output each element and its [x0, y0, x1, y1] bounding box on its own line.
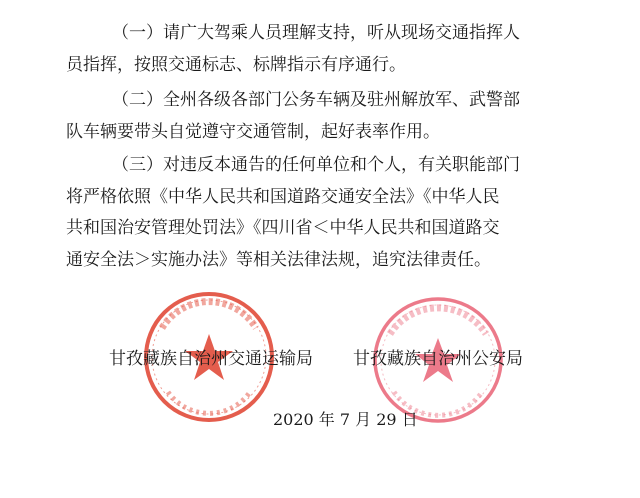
issue-date: 2020 年 7 月 29 日 — [273, 410, 418, 429]
notice-line: （一）请广大驾乘人员理解支持，听从现场交通指挥人 — [112, 23, 520, 43]
notice-item-3 — [66, 150, 586, 276]
notice-line: 共和国治安管理处罚法》《四川省＜中华人民共和国道路交 — [66, 218, 500, 238]
signature-public-security-bureau: 甘孜藏族自治州公安局 — [353, 349, 523, 369]
signature-transport-bureau: 甘孜藏族自治州交通运输局 — [109, 349, 313, 369]
notice-line: 员指挥，按照交通标志、标牌指示有序通行。 — [66, 54, 406, 75]
notice-line: 通安全法＞实施办法》等相关法律法规，追究法律责任。 — [66, 249, 491, 270]
notice-item-1 — [66, 18, 586, 81]
notice-line: （二）全州各级各部门公务车辆及驻州解放军、武警部 — [112, 90, 520, 110]
notice-line: （三）对违反本通告的任何单位和个人，有关职能部门 — [112, 155, 520, 175]
notice-line: 将严格依照《中华人民共和国道路交通安全法》《中华人民 — [66, 186, 500, 207]
notice-item-2 — [66, 85, 586, 148]
notice-line: 队车辆要带头自觉遵守交通管制，起好表率作用。 — [66, 121, 440, 142]
